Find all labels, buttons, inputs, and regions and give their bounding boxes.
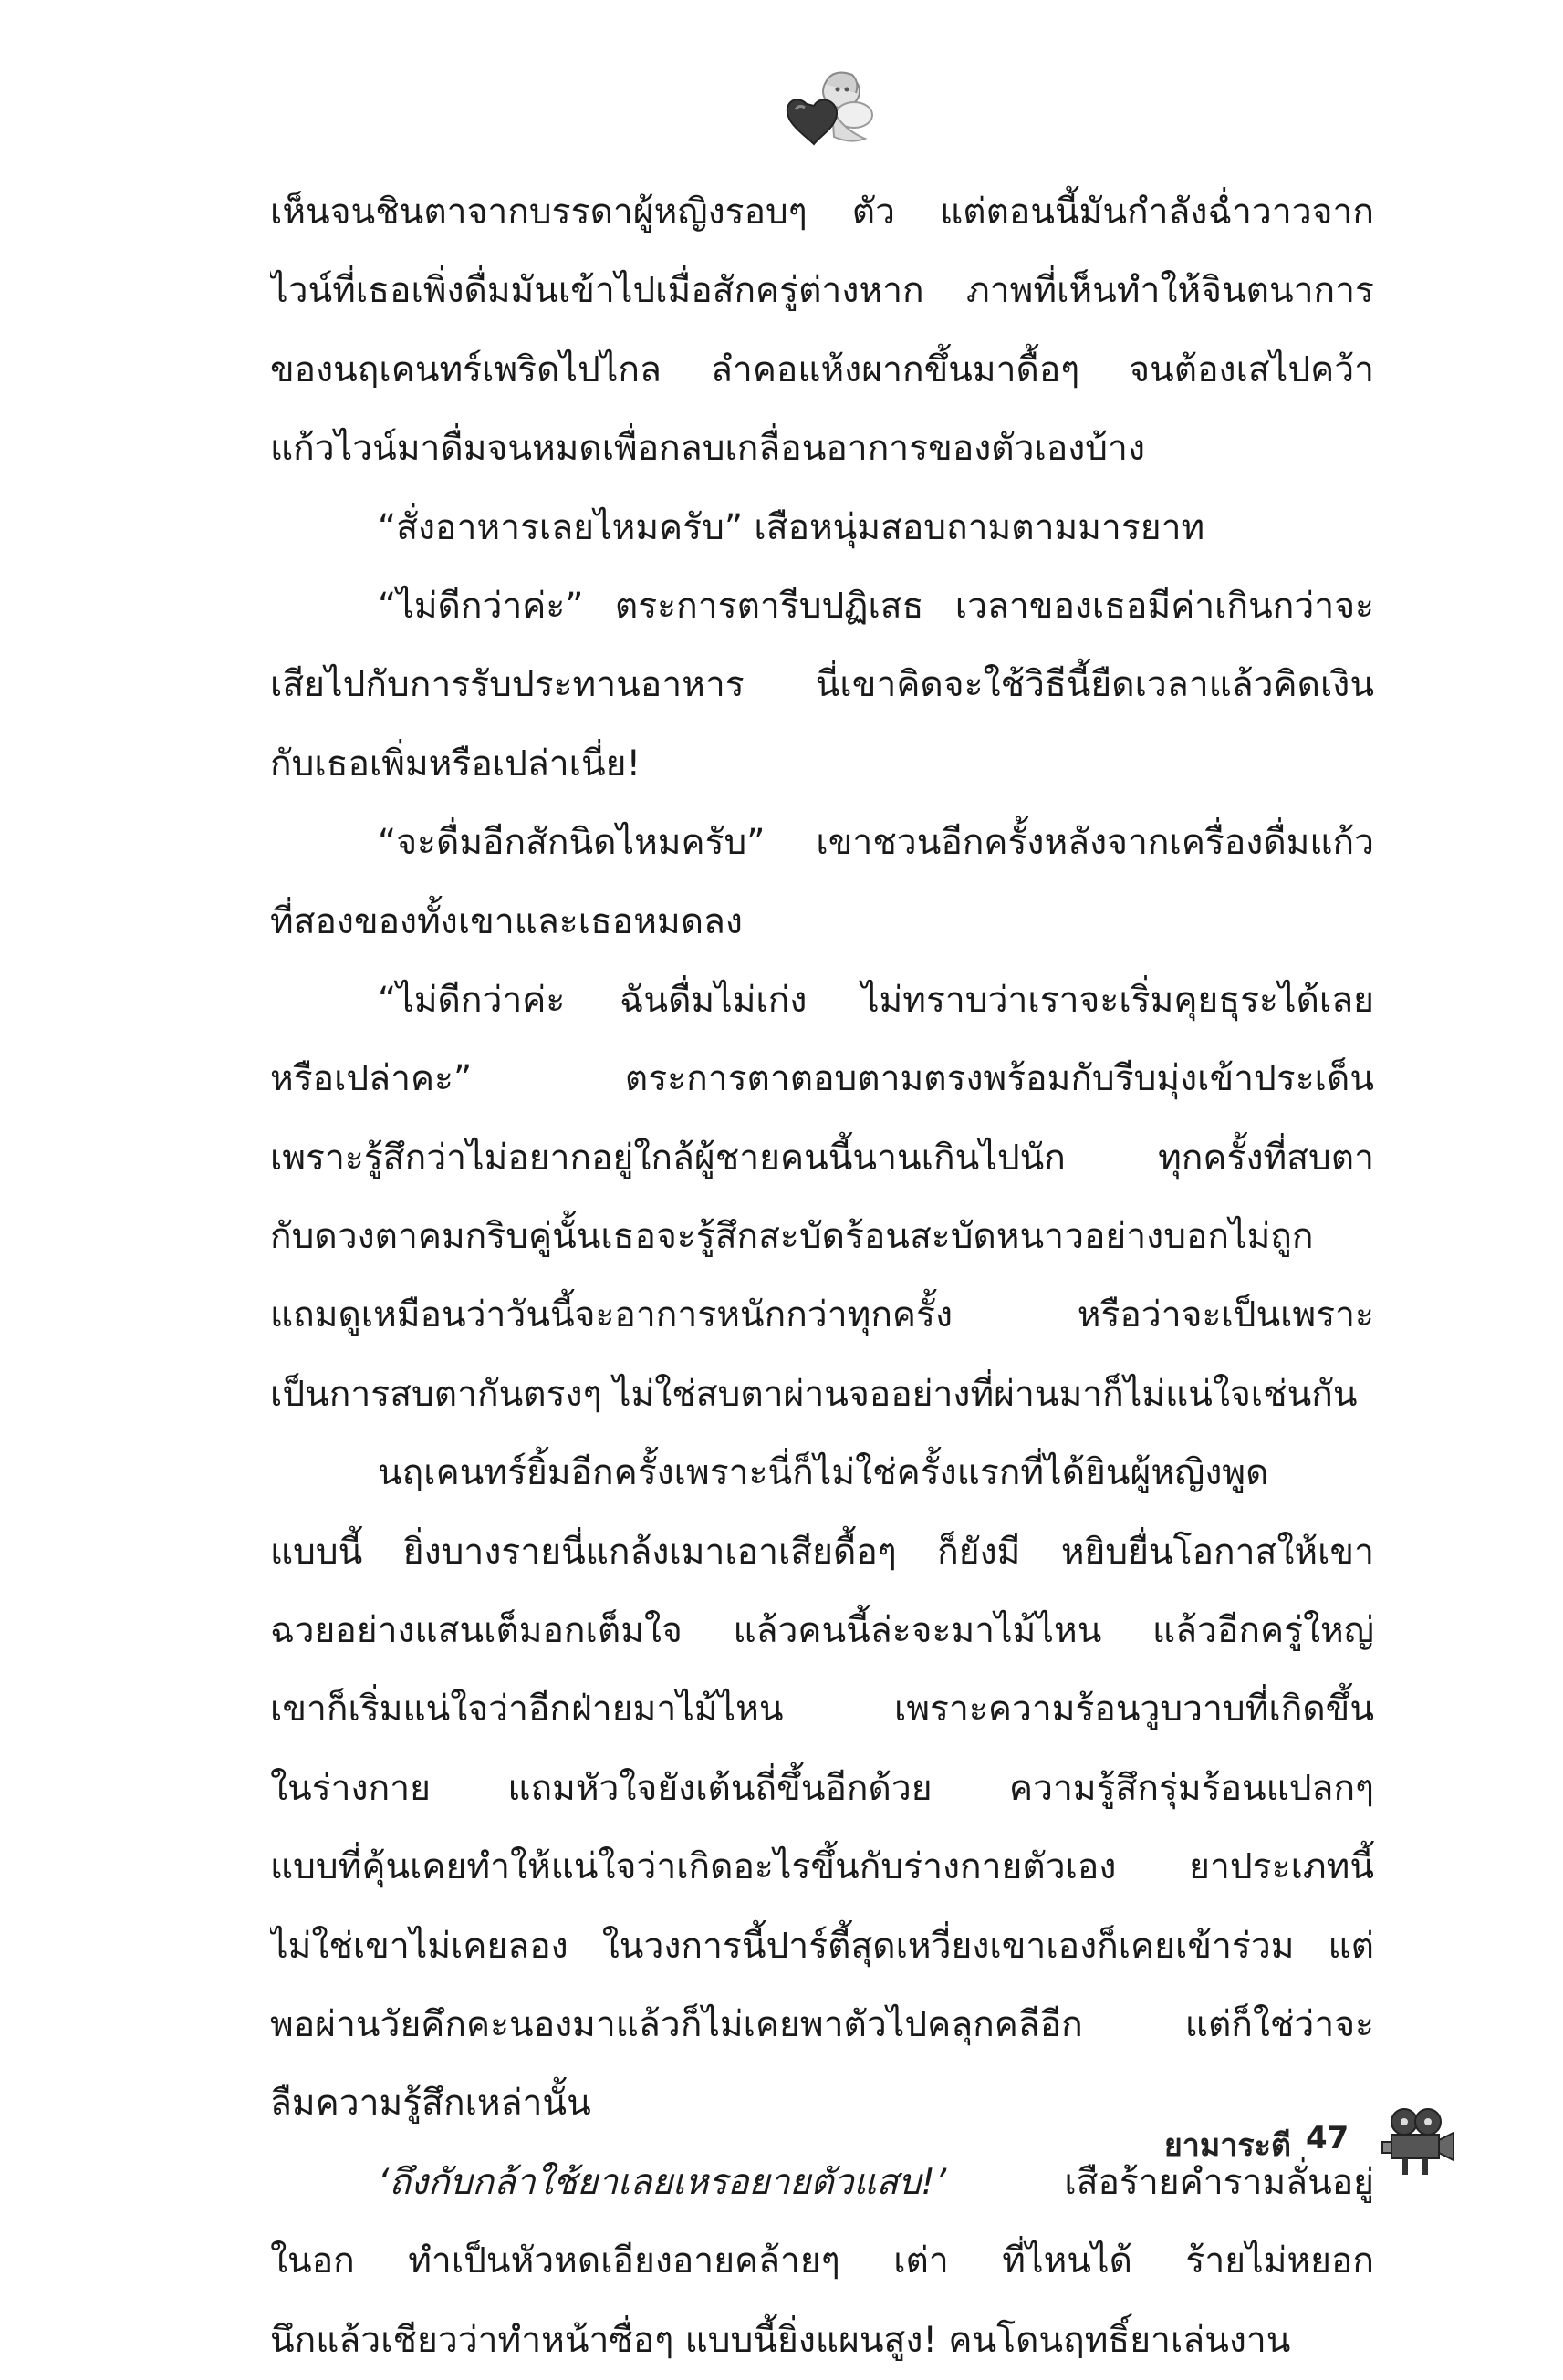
text-line: หรือเปล่าคะ” ตระการตาตอบตามตรงพร้อมกับรีบมุ่งเข้าประเด็น [270,1058,1374,1100]
text-line: กับเธอเพิ่มหรือเปล่าเนี่ย! [270,743,641,785]
text-line: เพราะรู้สึกว่าไม่อยากอยู่ใกล้ผู้ชายคนนี้นานเกินไปนัก ทุกครั้งที่สบตา [270,1137,1374,1179]
body-text [270,173,1374,2380]
text-line: ในอก ทำเป็นหัวหดเอียงอายคล้ายๆ เต่า ที่ไหนได้ ร้ายไม่หยอก [270,2240,1374,2282]
text-line: ที่สองของทั้งเขาและเธอหมดลง [270,900,743,942]
text-line: ไวน์ที่เธอเพิ่งดื่มมันเข้าไปเมื่อสักครู่ต่างหาก ภาพที่เห็นทำให้จินตนาการ [270,270,1374,312]
text-line: เป็นการสบตากันตรงๆ ไม่ใช่สบตาผ่านจออย่างที่ผ่านมาก็ไม่แน่ใจเช่นกัน [270,1373,1358,1415]
text-line: แบบที่คุ้นเคยทำให้แน่ใจว่าเกิดอะไรขึ้นกับร่างกายตัวเอง ยาประเภทนี้ [270,1846,1374,1888]
page-footer [1081,2105,1464,2178]
text-line: “ไม่ดีกว่าค่ะ ฉันดื่มไม่เก่ง ไม่ทราบว่าเราจะเริ่มคุยธุระได้เลย [378,979,1374,1021]
cupid-with-heart-icon [777,57,878,157]
text-line: นฤเคนทร์ยิ้มอีกครั้งเพราะนี่ก็ไม่ใช่ครั้งแรกที่ได้ยินผู้หญิงพูด [378,1452,1269,1494]
text-line: เห็นจนชินตาจากบรรดาผู้หญิงรอบๆ ตัว แต่ตอนนี้มันกำลังฉ่ำวาวจาก [270,192,1374,233]
text-line: ไม่ใช่เขาไม่เคยลอง ในวงการนี้ปาร์ตี้สุดเหวี่ยงเขาเองก็เคยเข้าร่วม แต่ [270,1925,1374,1967]
text-line: ฉวยอย่างแสนเต็มอกเต็มใจ แล้วคนนี้ล่ะจะมาไม้ไหน แล้วอีกครู่ใหญ่ [270,1610,1374,1652]
text-line: แก้วไวน์มาดื่มจนหมดเพื่อกลบเกลื่อนอาการของตัวเองบ้าง [270,428,1146,470]
text-line: พอผ่านวัยคึกคะนองมาแล้วก็ไม่เคยพาตัวไปคลุกคลีอีก แต่ก็ใช่ว่าจะ [270,2003,1374,2045]
text-line: “สั่งอาหารเลยไหมครับ” เสือหนุ่มสอบถามตามมารยาท [378,506,1205,548]
page-number: 47 [1306,2120,1349,2157]
film-camera-icon [1375,2105,1457,2178]
text-line: แถมดูเหมือนว่าวันนี้จะอาการหนักกว่าทุกครั้ง หรือว่าจะเป็นเพราะ [270,1294,1374,1336]
running-title: ยามาระตี [1163,2127,1291,2164]
text-line: เสียไปกับการรับประทานอาหาร นี่เขาคิดจะใช้วิธีนี้ยืดเวลาแล้วคิดเงิน [270,664,1374,706]
text-line: นึกแล้วเชียวว่าทำหน้าซื่อๆ แบบนี้ยิ่งแผนสูง! คนโดนฤทธิ์ยาเล่นงาน [270,2319,1291,2361]
text-line: แบบนี้ ยิ่งบางรายนี่แกล้งเมาเอาเสียดื้อๆ ก็ยังมี หยิบยื่นโอกาสให้เขา [270,1531,1374,1573]
text-run: เสือร้ายคำรามลั่นอยู่ [946,2161,1374,2203]
text-line: ของนฤเคนทร์เพริดไปไกล ลำคอแห้งผากขึ้นมาดื้อๆ จนต้องเสไปคว้า [270,348,1374,390]
text-line: “จะดื่มอีกสักนิดไหมครับ” เขาชวนอีกครั้งหลังจากเครื่องดื่มแก้ว [378,822,1374,864]
italic-thought: ‘ถึงกับกล้าใช้ยาเลยเหรอยายตัวแสบ!’ [378,2161,947,2203]
text-line: เขาก็เริ่มแน่ใจว่าอีกฝ่ายมาไม้ไหน เพราะความร้อนวูบวาบที่เกิดขึ้น [270,1689,1374,1730]
text-line: กับดวงตาคมกริบคู่นั้นเธอจะรู้สึกสะบัดร้อนสะบัดหนาวอย่างบอกไม่ถูก [270,1216,1314,1258]
text-line: ในร่างกาย แถมหัวใจยังเต้นถี่ขึ้นอีกด้วย ความรู้สึกรุ่มร้อนแปลกๆ [270,1767,1374,1809]
text-line: “ไม่ดีกว่าค่ะ” ตระการตารีบปฏิเสธ เวลาของเธอมีค่าเกินกว่าจะ [378,585,1374,627]
text-line: ลืมความรู้สึกเหล่านั้น [270,2083,591,2125]
